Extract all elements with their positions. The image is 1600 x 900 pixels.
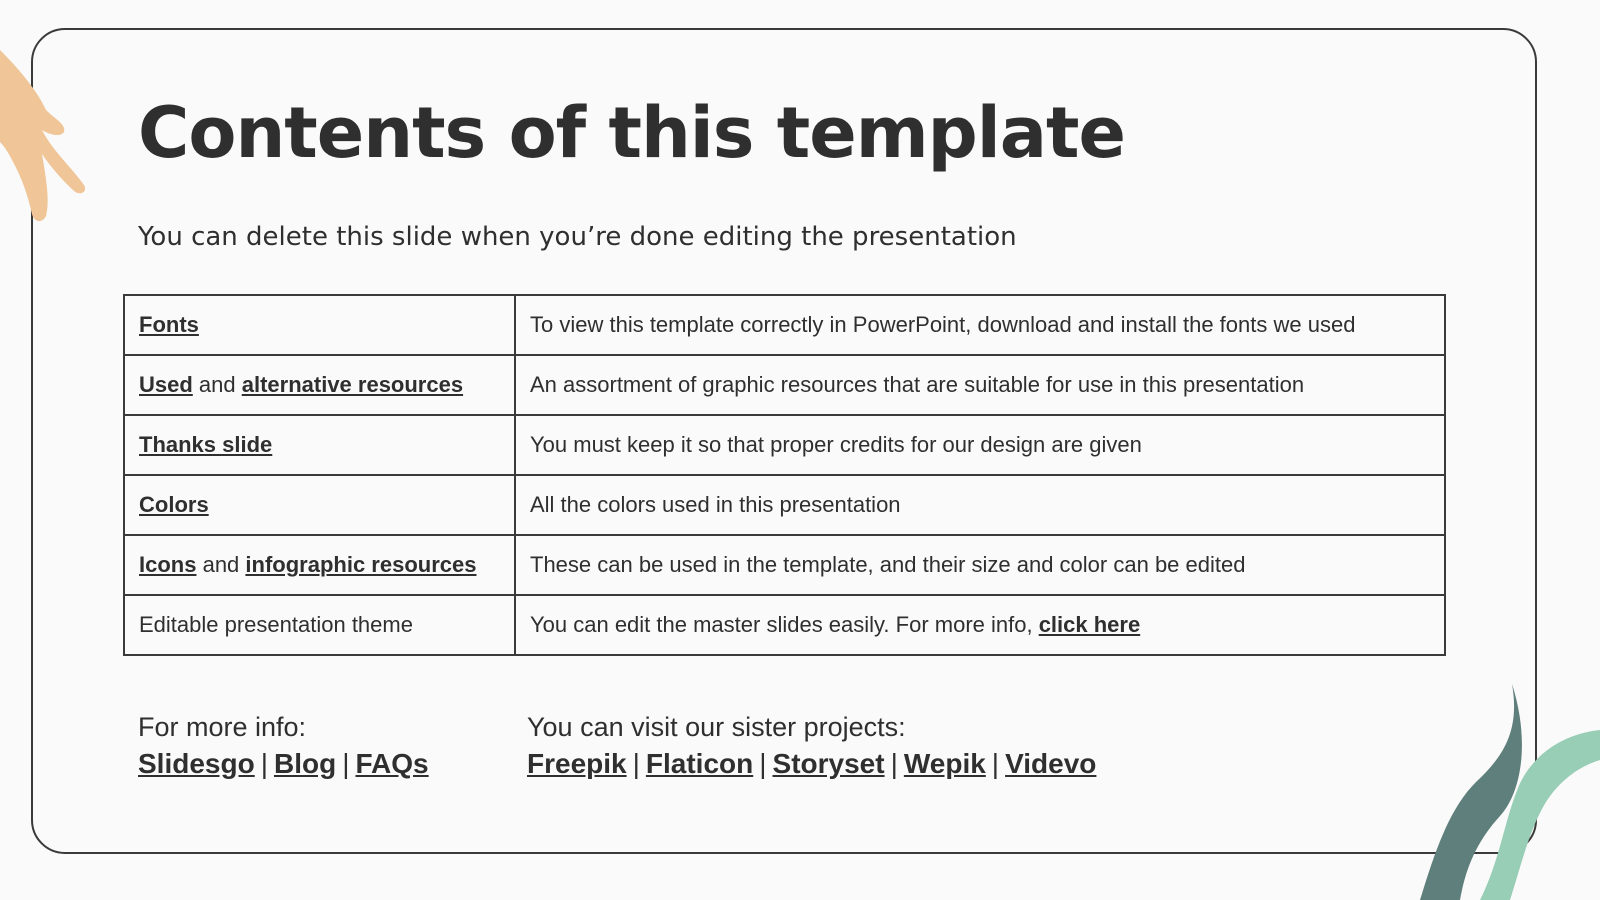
row-description-cell xyxy=(515,475,1445,535)
page-title: Contents of this template xyxy=(138,92,1125,174)
row-title-cell xyxy=(124,475,515,535)
row-title-cell xyxy=(124,535,515,595)
row-title-cell xyxy=(124,595,515,655)
more-info-links xyxy=(138,745,429,783)
row-title-cell xyxy=(124,295,515,355)
green-leaves-decoration xyxy=(1400,670,1600,900)
row-description-cell xyxy=(515,415,1445,475)
table-row xyxy=(124,595,1445,655)
link-separator: | xyxy=(991,748,1000,779)
row-description-cell xyxy=(515,595,1445,655)
table-row xyxy=(124,355,1445,415)
row-title-text: and xyxy=(192,372,242,397)
thanks-slide-link[interactable]: Thanks slide xyxy=(139,432,273,457)
more-info-section xyxy=(138,709,429,783)
row-description-text: You can edit the master slides easily. For more info, xyxy=(530,612,1039,637)
slidesgo-link[interactable]: Slidesgo xyxy=(138,748,255,779)
contents-table xyxy=(123,294,1446,656)
link-separator: | xyxy=(342,748,350,779)
link-separator: | xyxy=(759,748,767,779)
row-title-text: and xyxy=(196,552,246,577)
infographic-resources-link[interactable]: infographic resources xyxy=(245,552,477,577)
row-description-text: All the colors used in this presentation xyxy=(530,492,901,517)
row-title-text: Editable presentation theme xyxy=(139,612,413,637)
more-info-label: For more info: xyxy=(138,712,307,742)
freepik-link[interactable]: Freepik xyxy=(527,748,627,779)
row-description-text: An assortment of graphic resources that are suitable for use in this presentation xyxy=(530,372,1305,397)
table-row xyxy=(124,535,1445,595)
flaticon-link[interactable]: Flaticon xyxy=(645,748,754,779)
colors-link[interactable]: Colors xyxy=(139,492,209,517)
row-description-cell xyxy=(515,355,1445,415)
table-row xyxy=(124,475,1445,535)
icons-link[interactable]: Icons xyxy=(139,552,197,577)
row-title-cell xyxy=(124,415,515,475)
sister-projects-label: You can visit our sister projects: xyxy=(527,712,906,742)
blog-link[interactable]: Blog xyxy=(273,748,337,779)
fonts-link[interactable]: Fonts xyxy=(139,312,199,337)
table-row xyxy=(124,295,1445,355)
storyset-link[interactable]: Storyset xyxy=(772,748,885,779)
orange-leaf-decoration xyxy=(0,50,90,225)
used-link[interactable]: Used xyxy=(139,372,193,397)
link-separator: | xyxy=(890,748,898,779)
sister-projects-section xyxy=(527,709,1096,783)
row-title-cell xyxy=(124,355,515,415)
table-row xyxy=(124,415,1445,475)
wepik-link[interactable]: Wepik xyxy=(903,748,986,779)
click-here-link[interactable]: click here xyxy=(1038,612,1141,637)
link-separator: | xyxy=(632,748,640,779)
row-description-cell xyxy=(515,535,1445,595)
page-subtitle: You can delete this slide when you’re done editing the presentation xyxy=(138,222,1017,252)
row-description-cell xyxy=(515,295,1445,355)
row-description-text: These can be used in the template, and their size and color can be edited xyxy=(530,552,1246,577)
sister-projects-links xyxy=(527,745,1096,783)
row-description-text: You must keep it so that proper credits for our design are given xyxy=(530,432,1142,457)
link-separator: | xyxy=(260,748,268,779)
alternative-resources-link[interactable]: alternative resources xyxy=(241,372,464,397)
faqs-link[interactable]: FAQs xyxy=(355,748,429,779)
orange-leaf-branch xyxy=(0,50,85,221)
row-description-text: To view this template correctly in PowerPoint, download and install the fonts we used xyxy=(530,312,1356,337)
videvo-link[interactable]: Videvo xyxy=(1005,748,1097,779)
